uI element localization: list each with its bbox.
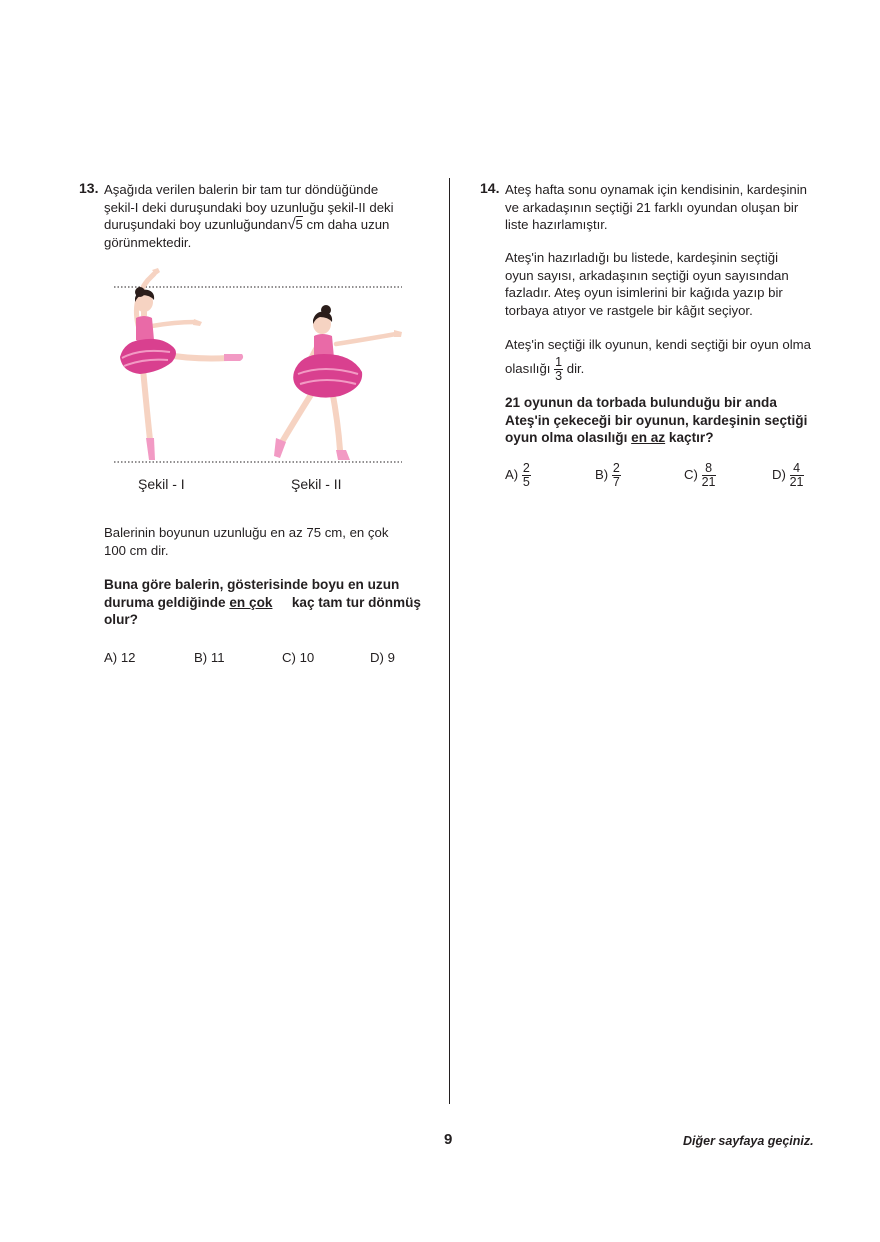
q14-option-b[interactable]: B) $\frac{2}{7}$ (595, 461, 620, 489)
q13-question-line: olur? (104, 612, 138, 628)
q13-stem-text: duruşundaki boy uzunluğundan (104, 217, 288, 233)
q13-info (104, 524, 421, 559)
column-divider (449, 178, 450, 1104)
q14-number: 14. (480, 180, 500, 196)
q14-paragraph-2 (505, 249, 822, 319)
q14-line: Ateş hafta sonu oynamak için kendisinin, kardeşinin (505, 182, 808, 197)
next-page-note: Diğer sayfaya geçiniz. (683, 1134, 814, 1148)
ballerina-1 (120, 268, 243, 460)
option-b-fraction: $\frac{2}{7}$ (612, 461, 620, 489)
q14-paragraph-1 (505, 181, 822, 234)
q13-option-b[interactable]: B) 11 (194, 650, 225, 665)
q14-question-line: Ateş'in çekeceği bir oyunun, kardeşinin seçtiği (505, 412, 808, 428)
q14-line: fazladır. Ateş oyun isimlerini bir kağıda yazıp bir (505, 285, 783, 301)
q13-stem (104, 181, 421, 251)
fraction-one-third: $\frac{1}{3}$ (555, 354, 563, 383)
q13-question-underline: en çok (229, 594, 273, 610)
option-a-fraction: $\frac{2}{5}$ (522, 461, 530, 489)
q14-line: ve arkadaşının seçtiği 21 farklı oyundan oluşan bir (505, 199, 799, 215)
q13-stem-line: Aşağıda verilen balerin bir tam tur döndüğünde (104, 182, 379, 197)
q14-question-line: 21 oyunun da torbada bulunduğu bir anda (505, 395, 777, 410)
q14-question (505, 394, 822, 447)
q14-text: dir. (563, 360, 585, 376)
option-c-fraction: $\frac{8}{21}$ (701, 461, 716, 489)
q13-info-line: Balerinin boyunun uzunluğu en az 75 cm, en çok (104, 525, 389, 540)
q13-info-line: 100 cm dir. (104, 542, 169, 558)
q13-question (104, 576, 421, 629)
q13-stem-line: şekil-I deki duruşundaki boy uzunluğu şekil-II deki (104, 199, 394, 215)
q14-option-a[interactable]: A) $\frac{2}{5}$ (505, 461, 530, 489)
q13-question-line: Buna göre balerin, gösterisinde boyu en uzun (104, 577, 400, 592)
ballerina-2 (274, 305, 402, 460)
q13-stem-line (104, 216, 421, 234)
q14-option-c[interactable]: C) $\frac{8}{21}$ (684, 461, 716, 489)
q14-question-line: oyun olma olasılığı en az kaçtır? (505, 430, 714, 446)
q13-number: 13. (79, 180, 99, 196)
page-number: 9 (444, 1131, 453, 1148)
q14-line (505, 356, 822, 383)
q13-option-a[interactable]: A) 12 (104, 650, 136, 665)
q13-stem-text: cm daha uzun (302, 217, 390, 233)
figure-2-label: Şekil - II (291, 476, 342, 492)
ballerina-figure (100, 262, 420, 472)
q14-line: torbaya atıyor ve rastgele bir kâğıt seçiyor. (505, 302, 753, 318)
q13-question-text: duruma geldiğinde (104, 594, 230, 610)
q13-option-d[interactable]: D) 9 (370, 650, 395, 665)
q14-text: olasılığı (505, 360, 555, 376)
sqrt-value: 5 (295, 217, 303, 233)
q13-stem-line: görünmektedir. (104, 234, 192, 250)
option-d-fraction: $\frac{4}{21}$ (789, 461, 804, 489)
q14-question-underline: en az (631, 430, 666, 446)
q14-line: Ateş'in seçtiği ilk oyunun, kendi seçtiği bir oyun olma (505, 337, 811, 352)
q14-paragraph-3 (505, 336, 822, 383)
figure-1-label: Şekil - I (138, 476, 185, 492)
q13-question-text: kaç tam tur dönmüş (291, 594, 421, 610)
q13-option-c[interactable]: C) 10 (282, 650, 315, 665)
q14-line: oyun sayısı, arkadaşının seçtiği oyun sayısından (505, 267, 789, 283)
q14-line: liste hazırlamıştır. (505, 217, 608, 233)
q13-question-line (104, 594, 421, 612)
q14-option-d[interactable]: D) $\frac{4}{21}$ (772, 461, 804, 489)
sqrt-symbol: √ (287, 216, 296, 234)
q14-line: Ateş'in hazırladığı bu listede, kardeşinin seçtiği (505, 250, 779, 265)
